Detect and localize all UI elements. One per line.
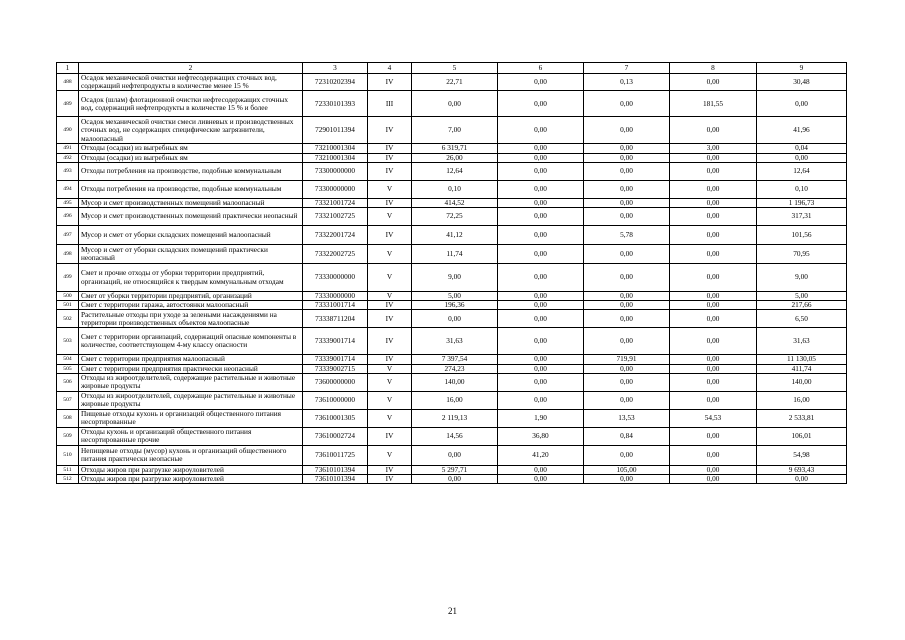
row-number: 493 bbox=[57, 162, 79, 180]
row-number: 508 bbox=[57, 409, 79, 427]
col-7-value: 0,00 bbox=[584, 117, 670, 144]
hazard-class: V bbox=[368, 180, 412, 198]
row-number: 503 bbox=[57, 328, 79, 355]
row-number: 495 bbox=[57, 198, 79, 207]
waste-name: Отходы из жироотделителей, содержащие растительные и животные жировые продукты bbox=[79, 391, 303, 409]
waste-name: Отходы (осадки) из выгребных ям bbox=[79, 153, 303, 162]
col-7-value: 0,00 bbox=[584, 292, 670, 301]
col-6-value: 0,00 bbox=[498, 355, 584, 364]
hazard-class: IV bbox=[368, 162, 412, 180]
hazard-class: IV bbox=[368, 153, 412, 162]
col-7-value: 0,00 bbox=[584, 162, 670, 180]
column-header: 2 bbox=[79, 63, 303, 74]
col-5-value: 0,00 bbox=[412, 445, 498, 465]
col-6-value: 0,00 bbox=[498, 364, 584, 373]
col-6-value: 1,90 bbox=[498, 409, 584, 427]
hazard-class: IV bbox=[368, 465, 412, 474]
waste-name: Мусор и смет от уборки складских помещений малоопасный bbox=[79, 226, 303, 245]
waste-name: Отходы потребления на производстве, подобные коммунальным bbox=[79, 180, 303, 198]
waste-code: 73610101394 bbox=[303, 465, 368, 474]
hazard-class: IV bbox=[368, 328, 412, 355]
row-number: 500 bbox=[57, 292, 79, 301]
col-5-value: 7,00 bbox=[412, 117, 498, 144]
col-5-value: 22,71 bbox=[412, 74, 498, 91]
waste-name: Отходы жиров при разгрузке жироуловителей bbox=[79, 475, 303, 484]
col-6-value: 0,00 bbox=[498, 373, 584, 391]
col-9-value: 0,00 bbox=[757, 91, 847, 117]
col-5-value: 5 297,71 bbox=[412, 465, 498, 474]
waste-name: Смет с территории гаража, автостоянки малоопасный bbox=[79, 301, 303, 310]
waste-name: Отходы потребления на производстве, подобные коммунальным bbox=[79, 162, 303, 180]
col-5-value: 9,00 bbox=[412, 264, 498, 292]
col-6-value: 41,20 bbox=[498, 445, 584, 465]
col-7-value: 0,00 bbox=[584, 364, 670, 373]
waste-name: Смет с территории организаций, содержащий опасные компоненты в количестве, соответствующем 4-му классу опасности bbox=[79, 328, 303, 355]
col-9-value: 31,63 bbox=[757, 328, 847, 355]
col-6-value: 0,00 bbox=[498, 153, 584, 162]
col-9-value: 0,00 bbox=[757, 475, 847, 484]
col-7-value: 0,00 bbox=[584, 328, 670, 355]
col-6-value: 0,00 bbox=[498, 117, 584, 144]
row-number: 504 bbox=[57, 355, 79, 364]
col-9-value: 217,66 bbox=[757, 301, 847, 310]
hazard-class: V bbox=[368, 292, 412, 301]
hazard-class: V bbox=[368, 264, 412, 292]
table-row bbox=[57, 153, 847, 162]
col-8-value: 181,55 bbox=[670, 91, 757, 117]
hazard-class: V bbox=[368, 245, 412, 264]
waste-name: Смет с территории предприятия малоопасный bbox=[79, 355, 303, 364]
col-5-value: 72,25 bbox=[412, 208, 498, 226]
column-header: 4 bbox=[368, 63, 412, 74]
col-9-value: 1 196,73 bbox=[757, 198, 847, 207]
col-8-value: 0,00 bbox=[670, 208, 757, 226]
column-header: 8 bbox=[670, 63, 757, 74]
column-header: 1 bbox=[57, 63, 79, 74]
waste-code: 73610000000 bbox=[303, 391, 368, 409]
table-row bbox=[57, 328, 847, 355]
col-9-value: 411,74 bbox=[757, 364, 847, 373]
waste-name: Осадок механической очистки смеси ливневых и производственных сточных вод, не содержащих специфические загрязнители, малоопасный bbox=[79, 117, 303, 144]
col-8-value: 0,00 bbox=[670, 198, 757, 207]
col-9-value: 30,48 bbox=[757, 74, 847, 91]
waste-name: Мусор и смет производственных помещений практически неопасный bbox=[79, 208, 303, 226]
col-8-value: 0,00 bbox=[670, 328, 757, 355]
col-9-value: 11 130,05 bbox=[757, 355, 847, 364]
col-6-value: 0,00 bbox=[498, 292, 584, 301]
table-row bbox=[57, 74, 847, 91]
col-9-value: 140,00 bbox=[757, 373, 847, 391]
col-7-value: 0,00 bbox=[584, 310, 670, 328]
col-8-value: 0,00 bbox=[670, 364, 757, 373]
hazard-class: IV bbox=[368, 226, 412, 245]
waste-name: Отходы (осадки) из выгребных ям bbox=[79, 144, 303, 153]
col-7-value: 0,00 bbox=[584, 373, 670, 391]
table-row bbox=[57, 355, 847, 364]
table-row bbox=[57, 310, 847, 328]
col-7-value: 0,00 bbox=[584, 180, 670, 198]
table-row bbox=[57, 208, 847, 226]
col-6-value: 0,00 bbox=[498, 328, 584, 355]
row-number: 488 bbox=[57, 74, 79, 91]
col-8-value: 0,00 bbox=[670, 427, 757, 445]
waste-code: 73321002725 bbox=[303, 208, 368, 226]
col-8-value: 0,00 bbox=[670, 292, 757, 301]
col-7-value: 0,00 bbox=[584, 264, 670, 292]
table-row bbox=[57, 465, 847, 474]
waste-name: Осадок механической очистки нефтесодержащих сточных вод, содержащий нефтепродукты в количестве менее 15 % bbox=[79, 74, 303, 91]
table-row bbox=[57, 117, 847, 144]
col-8-value: 0,00 bbox=[670, 445, 757, 465]
row-number: 505 bbox=[57, 364, 79, 373]
hazard-class: V bbox=[368, 445, 412, 465]
row-number: 489 bbox=[57, 91, 79, 117]
col-7-value: 0,13 bbox=[584, 74, 670, 91]
col-6-value: 0,00 bbox=[498, 475, 584, 484]
waste-name: Отходы кухонь и организаций общественного питания несортированные прочие bbox=[79, 427, 303, 445]
col-9-value: 0,04 bbox=[757, 144, 847, 153]
table-row bbox=[57, 264, 847, 292]
col-5-value: 2 119,13 bbox=[412, 409, 498, 427]
col-8-value: 0,00 bbox=[670, 245, 757, 264]
col-9-value: 70,95 bbox=[757, 245, 847, 264]
hazard-class: V bbox=[368, 409, 412, 427]
col-7-value: 0,00 bbox=[584, 475, 670, 484]
waste-code: 73610101394 bbox=[303, 475, 368, 484]
waste-name: Отходы жиров при разгрузке жироуловителей bbox=[79, 465, 303, 474]
waste-code: 73210001304 bbox=[303, 153, 368, 162]
header-row bbox=[57, 63, 847, 74]
col-7-value: 0,00 bbox=[584, 91, 670, 117]
waste-code: 73322001724 bbox=[303, 226, 368, 245]
col-6-value: 0,00 bbox=[498, 198, 584, 207]
col-9-value: 54,98 bbox=[757, 445, 847, 465]
waste-name: Растительные отходы при уходе за зелеными насаждениями на территории производственных объектов малоопасные bbox=[79, 310, 303, 328]
col-6-value: 0,00 bbox=[498, 180, 584, 198]
col-9-value: 5,00 bbox=[757, 292, 847, 301]
waste-name: Пищевые отходы кухонь и организаций общественного питания несортированные bbox=[79, 409, 303, 427]
waste-table bbox=[56, 62, 847, 484]
col-5-value: 11,74 bbox=[412, 245, 498, 264]
hazard-class: IV bbox=[368, 198, 412, 207]
hazard-class: V bbox=[368, 364, 412, 373]
col-7-value: 719,91 bbox=[584, 355, 670, 364]
row-number: 499 bbox=[57, 264, 79, 292]
waste-code: 73300000000 bbox=[303, 180, 368, 198]
table-row bbox=[57, 364, 847, 373]
col-6-value: 0,00 bbox=[498, 465, 584, 474]
col-5-value: 140,00 bbox=[412, 373, 498, 391]
table-row bbox=[57, 91, 847, 117]
col-8-value: 3,00 bbox=[670, 144, 757, 153]
col-9-value: 6,50 bbox=[757, 310, 847, 328]
col-6-value: 0,00 bbox=[498, 226, 584, 245]
table-row bbox=[57, 301, 847, 310]
column-header: 9 bbox=[757, 63, 847, 74]
col-8-value: 0,00 bbox=[670, 117, 757, 144]
waste-code: 73338711204 bbox=[303, 310, 368, 328]
row-number: 490 bbox=[57, 117, 79, 144]
col-7-value: 0,00 bbox=[584, 391, 670, 409]
col-5-value: 14,56 bbox=[412, 427, 498, 445]
table-row bbox=[57, 409, 847, 427]
col-8-value: 0,00 bbox=[670, 475, 757, 484]
row-number: 497 bbox=[57, 226, 79, 245]
col-9-value: 317,31 bbox=[757, 208, 847, 226]
table-row bbox=[57, 162, 847, 180]
col-7-value: 0,00 bbox=[584, 144, 670, 153]
table-row bbox=[57, 373, 847, 391]
column-header: 3 bbox=[303, 63, 368, 74]
col-8-value: 0,00 bbox=[670, 373, 757, 391]
col-9-value: 101,56 bbox=[757, 226, 847, 245]
col-5-value: 274,23 bbox=[412, 364, 498, 373]
row-number: 507 bbox=[57, 391, 79, 409]
col-6-value: 36,80 bbox=[498, 427, 584, 445]
col-9-value: 0,10 bbox=[757, 180, 847, 198]
col-8-value: 0,00 bbox=[670, 74, 757, 91]
column-header: 6 bbox=[498, 63, 584, 74]
col-8-value: 0,00 bbox=[670, 465, 757, 474]
waste-code: 73610002724 bbox=[303, 427, 368, 445]
table-row bbox=[57, 245, 847, 264]
waste-code: 73610001305 bbox=[303, 409, 368, 427]
col-6-value: 0,00 bbox=[498, 208, 584, 226]
waste-code: 73331001714 bbox=[303, 301, 368, 310]
waste-code: 72330101393 bbox=[303, 91, 368, 117]
col-6-value: 0,00 bbox=[498, 245, 584, 264]
col-7-value: 5,78 bbox=[584, 226, 670, 245]
waste-code: 73610011725 bbox=[303, 445, 368, 465]
waste-code: 73600000000 bbox=[303, 373, 368, 391]
col-5-value: 6 319,71 bbox=[412, 144, 498, 153]
row-number: 498 bbox=[57, 245, 79, 264]
hazard-class: V bbox=[368, 208, 412, 226]
waste-code: 73300000000 bbox=[303, 162, 368, 180]
col-9-value: 106,01 bbox=[757, 427, 847, 445]
col-5-value: 7 397,54 bbox=[412, 355, 498, 364]
waste-code: 72901011394 bbox=[303, 117, 368, 144]
waste-code: 73210001304 bbox=[303, 144, 368, 153]
waste-code: 72310202394 bbox=[303, 74, 368, 91]
table-row bbox=[57, 445, 847, 465]
col-7-value: 105,00 bbox=[584, 465, 670, 474]
waste-code: 73330000000 bbox=[303, 292, 368, 301]
row-number: 511 bbox=[57, 465, 79, 474]
waste-code: 73330000000 bbox=[303, 264, 368, 292]
column-header: 5 bbox=[412, 63, 498, 74]
col-9-value: 9 693,43 bbox=[757, 465, 847, 474]
hazard-class: IV bbox=[368, 74, 412, 91]
col-8-value: 0,00 bbox=[670, 301, 757, 310]
col-8-value: 0,00 bbox=[670, 153, 757, 162]
col-8-value: 0,00 bbox=[670, 310, 757, 328]
waste-code: 73322002725 bbox=[303, 245, 368, 264]
col-8-value: 0,00 bbox=[670, 226, 757, 245]
col-6-value: 0,00 bbox=[498, 264, 584, 292]
col-8-value: 0,00 bbox=[670, 391, 757, 409]
col-5-value: 16,00 bbox=[412, 391, 498, 409]
col-8-value: 0,00 bbox=[670, 180, 757, 198]
table-row bbox=[57, 391, 847, 409]
col-9-value: 41,96 bbox=[757, 117, 847, 144]
col-5-value: 41,12 bbox=[412, 226, 498, 245]
waste-code: 73339001714 bbox=[303, 328, 368, 355]
col-6-value: 0,00 bbox=[498, 74, 584, 91]
table-row bbox=[57, 475, 847, 484]
col-8-value: 0,00 bbox=[670, 264, 757, 292]
col-5-value: 0,00 bbox=[412, 475, 498, 484]
table-row bbox=[57, 198, 847, 207]
row-number: 491 bbox=[57, 144, 79, 153]
waste-name: Смет и прочие отходы от уборки территории предприятий, организаций, не относящийся к твердым коммунальным отходам bbox=[79, 264, 303, 292]
col-7-value: 13,53 bbox=[584, 409, 670, 427]
row-number: 501 bbox=[57, 301, 79, 310]
col-9-value: 2 533,81 bbox=[757, 409, 847, 427]
waste-name: Мусор и смет производственных помещений малоопасный bbox=[79, 198, 303, 207]
hazard-class: IV bbox=[368, 301, 412, 310]
row-number: 494 bbox=[57, 180, 79, 198]
table-row bbox=[57, 144, 847, 153]
row-number: 512 bbox=[57, 475, 79, 484]
col-5-value: 196,36 bbox=[412, 301, 498, 310]
hazard-class: IV bbox=[368, 475, 412, 484]
row-number: 502 bbox=[57, 310, 79, 328]
waste-code: 73321001724 bbox=[303, 198, 368, 207]
hazard-class: V bbox=[368, 373, 412, 391]
col-6-value: 0,00 bbox=[498, 391, 584, 409]
hazard-class: IV bbox=[368, 144, 412, 153]
col-8-value: 0,00 bbox=[670, 162, 757, 180]
col-7-value: 0,00 bbox=[584, 153, 670, 162]
row-number: 510 bbox=[57, 445, 79, 465]
waste-name: Смет с территории предприятия практически неопасный bbox=[79, 364, 303, 373]
col-7-value: 0,84 bbox=[584, 427, 670, 445]
row-number: 506 bbox=[57, 373, 79, 391]
col-7-value: 0,00 bbox=[584, 198, 670, 207]
col-6-value: 0,00 bbox=[498, 144, 584, 153]
col-7-value: 0,00 bbox=[584, 245, 670, 264]
col-5-value: 31,63 bbox=[412, 328, 498, 355]
column-header: 7 bbox=[584, 63, 670, 74]
col-7-value: 0,00 bbox=[584, 445, 670, 465]
waste-name: Непищевые отходы (мусор) кухонь и организаций общественного питания практически неопасные bbox=[79, 445, 303, 465]
col-9-value: 12,64 bbox=[757, 162, 847, 180]
col-7-value: 0,00 bbox=[584, 208, 670, 226]
col-7-value: 0,00 bbox=[584, 301, 670, 310]
hazard-class: III bbox=[368, 91, 412, 117]
row-number: 509 bbox=[57, 427, 79, 445]
col-9-value: 16,00 bbox=[757, 391, 847, 409]
col-5-value: 5,00 bbox=[412, 292, 498, 301]
hazard-class: IV bbox=[368, 117, 412, 144]
row-number: 496 bbox=[57, 208, 79, 226]
table-row bbox=[57, 427, 847, 445]
row-number: 492 bbox=[57, 153, 79, 162]
table-row bbox=[57, 226, 847, 245]
col-5-value: 414,52 bbox=[412, 198, 498, 207]
col-5-value: 0,00 bbox=[412, 310, 498, 328]
col-6-value: 0,00 bbox=[498, 301, 584, 310]
col-9-value: 0,00 bbox=[757, 153, 847, 162]
col-5-value: 26,00 bbox=[412, 153, 498, 162]
col-5-value: 0,10 bbox=[412, 180, 498, 198]
col-5-value: 0,00 bbox=[412, 91, 498, 117]
col-6-value: 0,00 bbox=[498, 162, 584, 180]
hazard-class: V bbox=[368, 391, 412, 409]
waste-code: 73339002715 bbox=[303, 364, 368, 373]
waste-name: Осадок (шлам) флотационной очистки нефтесодержащих сточных вод, содержащий нефтепродукты в количестве 15 % и более bbox=[79, 91, 303, 117]
col-8-value: 0,00 bbox=[670, 355, 757, 364]
hazard-class: IV bbox=[368, 355, 412, 364]
table-row bbox=[57, 292, 847, 301]
col-6-value: 0,00 bbox=[498, 91, 584, 117]
col-6-value: 0,00 bbox=[498, 310, 584, 328]
hazard-class: IV bbox=[368, 310, 412, 328]
waste-code: 73339001714 bbox=[303, 355, 368, 364]
waste-name: Смет от уборки территории предприятий, организаций bbox=[79, 292, 303, 301]
hazard-class: IV bbox=[368, 427, 412, 445]
page-number: 21 bbox=[448, 606, 457, 616]
col-9-value: 9,00 bbox=[757, 264, 847, 292]
table-row bbox=[57, 180, 847, 198]
col-8-value: 54,53 bbox=[670, 409, 757, 427]
waste-name: Отходы из жироотделителей, содержащие растительные и животные жировые продукты bbox=[79, 373, 303, 391]
col-5-value: 12,64 bbox=[412, 162, 498, 180]
waste-name: Мусор и смет от уборки складских помещений практически неопасный bbox=[79, 245, 303, 264]
